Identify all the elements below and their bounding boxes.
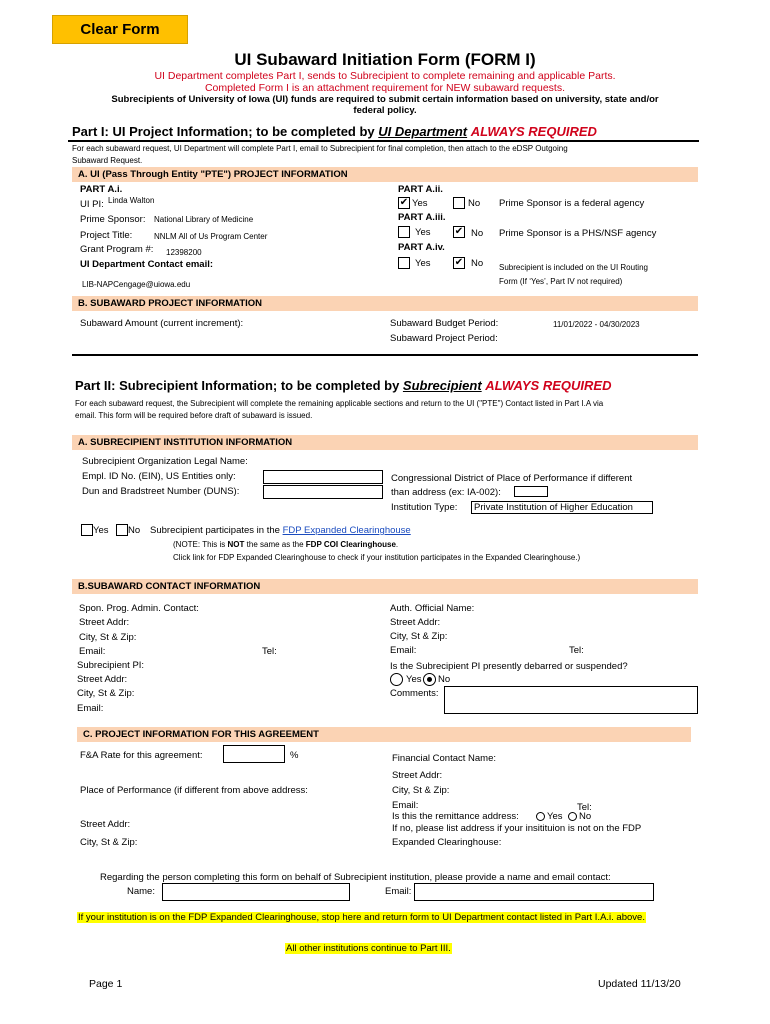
fdp-yes-label: Yes [93, 525, 109, 536]
fdp-participation [150, 525, 411, 536]
aiii-yes-checkbox[interactable] [398, 226, 410, 238]
note-end: . [395, 540, 399, 549]
ein-input[interactable] [263, 470, 383, 484]
part1-heading-required: ALWAYS REQUIRED [470, 124, 597, 139]
aiii-yes-label: Yes [415, 227, 431, 238]
clear-form-button[interactable]: Clear Form [52, 15, 188, 44]
pi-email-label: Email: [77, 703, 104, 714]
fdp-no-checkbox[interactable] [116, 524, 128, 536]
note-prefix: (NOTE: This is [173, 540, 228, 549]
part2-heading-required: ALWAYS REQUIRED [485, 378, 612, 393]
remit-no-label: No [579, 811, 592, 822]
spon-admin-label: Spon. Prog. Admin. Contact: [79, 603, 199, 614]
page-number: Page 1 [89, 978, 123, 990]
note-not: NOT [227, 540, 245, 549]
fa-rate-label: F&A Rate for this agreement: [80, 750, 203, 761]
aiv-no-checkbox[interactable]: ✔ [454, 257, 464, 268]
instruction-red-1: UI Department completes Part I, sends to Subrecipient to complete remaining and applicable Parts. [154, 70, 616, 82]
remittance-question: Is this the remittance address: [392, 811, 519, 822]
fin-tel-label: Tel: [577, 802, 592, 813]
aii-no-label: No [468, 198, 481, 209]
auth-email-label: Email: [390, 645, 417, 656]
aiii-no-label: No [471, 228, 484, 239]
part1-rule [68, 140, 699, 142]
email-label: Email: [385, 886, 412, 897]
place-performance-label: Place of Performance (if different from above address: [80, 785, 308, 796]
part-aii-label: PART A.ii. [398, 184, 443, 195]
debarred-no-radio[interactable] [423, 673, 436, 686]
debarred-no-label: No [438, 674, 451, 685]
subaward-amount-label: Subaward Amount (current increment): [80, 318, 244, 329]
sub-pi-label: Subrecipient PI: [77, 660, 145, 671]
aiv-description-1: Subrecipient is included on the UI Routing [499, 263, 648, 272]
instruction-red-2: Completed Form I is an attachment requirement for NEW subaward requests. [204, 82, 566, 94]
prime-sponsor-value[interactable]: National Library of Medicine [154, 215, 254, 224]
fin-street-label: Street Addr: [392, 770, 443, 781]
part2-heading [75, 378, 611, 393]
org-name-label: Subrecipient Organization Legal Name: [82, 456, 248, 467]
project-title-value[interactable]: NNLM All of Us Program Center [154, 232, 268, 241]
name-label: Name: [127, 886, 155, 897]
spon-tel-label: Tel: [262, 646, 277, 657]
part-aiii-label: PART A.iii. [398, 212, 446, 223]
aiii-description: Prime Sponsor is a PHS/NSF agency [499, 228, 657, 239]
cong-district-label-2: than address (ex: IA-002): [391, 487, 501, 498]
pop-street-label: Street Addr: [80, 819, 131, 830]
part1-heading [72, 124, 597, 139]
spon-email-label: Email: [79, 646, 106, 657]
pop-city-label: City, St & Zip: [80, 837, 138, 848]
aiv-no-label: No [471, 258, 484, 269]
aii-yes-checkbox[interactable]: ✔ [399, 197, 409, 208]
duns-label: Dun and Bradstreet Number (DUNS): [82, 486, 240, 497]
ui-contact-label: UI Department Contact email: [80, 259, 214, 270]
fin-email-label: Email: [392, 800, 419, 811]
comments-label: Comments: [390, 688, 439, 699]
budget-period-label: Subaward Budget Period: [390, 318, 499, 329]
spon-city-label: City, St & Zip: [79, 632, 137, 643]
remit-yes-radio[interactable] [536, 812, 545, 821]
ui-pi-label: UI PI: [80, 199, 104, 210]
part2-section-c-band: C. PROJECT INFORMATION FOR THIS AGREEMENT [77, 727, 691, 742]
fa-percent-label: % [290, 750, 299, 761]
part1-heading-who: UI Department [378, 124, 468, 139]
email-input[interactable] [414, 883, 654, 901]
aiv-yes-label: Yes [415, 258, 431, 269]
project-title-label: Project Title: [80, 230, 133, 241]
part-ai-label: PART A.i. [80, 184, 123, 195]
name-input[interactable] [162, 883, 350, 901]
part2-instruction-1: For each subaward request, the Subrecipient will complete the remaining applicable sections and return to the UI ("PTE") Contact listed in Part I.A via [75, 399, 604, 408]
part1-instruction-2: Subaward Request. [72, 156, 143, 165]
budget-period-value[interactable]: 11/01/2022 - 04/30/2023 [553, 320, 640, 329]
prime-sponsor-label: Prime Sponsor: [80, 214, 146, 225]
part-aiv-label: PART A.iv. [398, 242, 445, 253]
fdp-text: Subrecipient participates in the [150, 525, 283, 536]
fdp-yes-checkbox[interactable] [81, 524, 93, 536]
section-a-band: A. UI (Pass Through Entity "PTE") PROJECT INFORMATION [72, 167, 698, 182]
part2-instruction-2: email. This form will be required before draft of subaward is issued. [75, 411, 313, 420]
institution-type-select[interactable]: Private Institution of Higher Education [471, 501, 653, 514]
ein-label: Empl. ID No. (EIN), US Entities only: [82, 471, 236, 482]
fdp-no-label: No [128, 525, 141, 536]
part2-section-b-band: B.SUBAWARD CONTACT INFORMATION [72, 579, 698, 594]
fin-city-label: City, St & Zip: [392, 785, 450, 796]
aii-no-checkbox[interactable] [453, 197, 465, 209]
fdp-note [173, 540, 398, 549]
part1-heading-prefix: Part I: UI Project Information; to be completed by [72, 124, 379, 139]
aii-yes-label: Yes [412, 198, 428, 209]
aiii-no-checkbox[interactable]: ✔ [454, 226, 464, 237]
section-b-band: B. SUBAWARD PROJECT INFORMATION [72, 296, 698, 311]
debarred-question: Is the Subrecipient PI presently debarred or suspended? [390, 661, 628, 672]
auth-tel-label: Tel: [569, 645, 584, 656]
debarred-yes-label: Yes [406, 674, 422, 685]
pi-street-label: Street Addr: [77, 674, 128, 685]
remit-yes-label: Yes [547, 811, 563, 822]
auth-official-label: Auth. Official Name: [390, 603, 475, 614]
aiv-yes-checkbox[interactable] [398, 257, 410, 269]
grant-program-value[interactable]: 12398200 [166, 248, 202, 257]
fdp-clearinghouse-link[interactable]: FDP Expanded Clearinghouse [282, 525, 411, 536]
continue-note: All other institutions continue to Part III. [286, 943, 451, 954]
ui-contact-value[interactable]: LIB-NAPCengage@uiowa.edu [82, 280, 191, 289]
auth-city-label: City, St & Zip: [390, 631, 448, 642]
aiv-description-2: Form (If ‘Yes’, Part IV not required) [499, 277, 623, 286]
fdp-stop-note: If your institution is on the FDP Expanded Clearinghouse, stop here and return form to UI Department contact listed in Part I.A.i. above. [78, 912, 645, 923]
grant-program-label: Grant Program #: [80, 244, 154, 255]
note-mid: the same as the [244, 540, 306, 549]
debarred-yes-radio[interactable] [390, 673, 403, 686]
page-title: UI Subaward Initiation Form (FORM I) [234, 50, 536, 69]
fdp-click-note: Click link for FDP Expanded Clearinghouse to check if your institution participates in the Expanded Clearinghouse.) [173, 553, 581, 562]
duns-input[interactable] [263, 485, 383, 499]
project-period-label: Subaward Project Period: [390, 333, 498, 344]
institution-type-label: Institution Type: [391, 502, 458, 513]
updated-date: Updated 11/13/20 [598, 978, 681, 990]
part1-end-rule [72, 354, 698, 356]
pi-city-label: City, St & Zip: [77, 688, 135, 699]
fa-rate-input[interactable] [223, 745, 285, 763]
part2-heading-who: Subrecipient [402, 378, 482, 393]
spon-street-label: Street Addr: [79, 617, 130, 628]
cong-district-label-1: Congressional District of Place of Performance if different [391, 473, 633, 484]
part1-instruction-1: For each subaward request, UI Department will complete Part I, email to Subrecipient for final completion, then attach to the eDSP Outgoing [72, 144, 568, 153]
aii-description: Prime Sponsor is a federal agency [499, 198, 645, 209]
part2-section-a-band: A. SUBRECIPIENT INSTITUTION INFORMATION [72, 435, 698, 450]
completing-note: Regarding the person completing this form on behalf of Subrecipient institution, please provide a name and email contact: [100, 872, 611, 883]
auth-street-label: Street Addr: [390, 617, 441, 628]
instruction-bold-2: federal policy. [353, 105, 417, 116]
remit-note-1: If no, please list address if your insitituion is not on the FDP [392, 823, 642, 834]
ui-pi-value[interactable]: Linda Walton [108, 196, 155, 205]
cong-district-input[interactable] [514, 486, 548, 497]
comments-input[interactable] [444, 686, 698, 714]
financial-contact-label: Financial Contact Name: [392, 753, 497, 764]
instruction-bold-1: Subrecipients of University of Iowa (UI) funds are required to submit certain information based on university, state and/or [111, 94, 659, 105]
part2-heading-prefix: Part II: Subrecipient Information; to be completed by [75, 378, 403, 393]
note-fdp-coi: FDP COI Clearinghouse [305, 540, 396, 549]
remit-note-2: Expanded Clearinghouse: [392, 837, 502, 848]
remit-no-radio[interactable] [568, 812, 577, 821]
